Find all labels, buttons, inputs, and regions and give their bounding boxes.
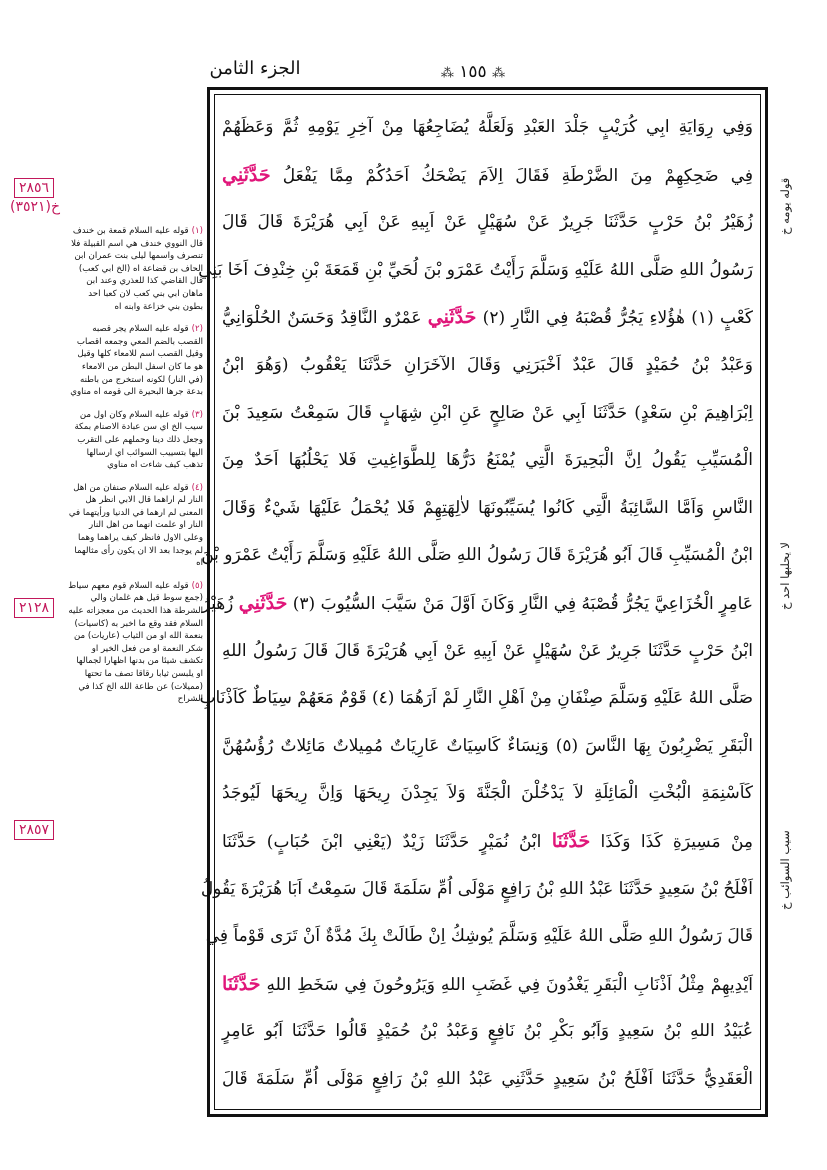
narration-keyword: حَدَّثَنِي — [427, 306, 477, 329]
text-line: صَلَّى اللهُ عَلَيْهِ وَسَلَّمَ صِنْفَانِ مِنْ اَهْلِ النَّارِ لَمْ اَرَهُمَا (٤) قَوْمٌ مَعَهُمْ سِيَاطٌ كَاَذْنَابِ — [199, 688, 753, 709]
text-line: رَسُولُ اللهِ صَلَّى اللهُ عَلَيْهِ وَسَلَّمَ رَأَيْتُ عَمْرَو بْنَ لُحَيِّ بْنِ قَمَعَةَ بْنِ خِنْدِفَ اَخَا بَنِي — [198, 259, 753, 280]
side-note-text: قوله عليه السلام صنفان من اهل النار لم اراهما قال الابي انظر هل المعنى لم ارهما في الدنيا ورأيتهما في النار او علمت انهما من اهل النار وعلى الاول فانظر كيف يراهما وهما لم يوجدا بعد الا ان يكون رأى مثالهما اه — [68, 482, 203, 569]
text-line: الْمُسَيِّبِ يَقُولُ اِنَّ الْبَحِيرَةَ الَّتِي يُمْنَعُ دَرُّهَا لِلطَّوَاغِيتِ فَلا يَحْلُبُهَا اَحَدٌ مِنَ — [222, 450, 753, 471]
hadith-ref-number: ٢١٢٨ — [14, 598, 54, 618]
side-note-text: قوله عليه السلام يجر قصبه القصب بالضم المعي وجمعه اقصاب وقيل القصب اسم للامعاء كلها وقيل هو ما كان اسفل البطن من الامعاء (في النار) لكونه استخرج من باطنه بدعة جرها البحيرة الى قومه اه مناوي — [70, 324, 203, 398]
narration-keyword: حَدَّثَنِي — [238, 591, 288, 614]
ornament-right-icon: ⁂ — [492, 66, 506, 81]
main-text — [198, 104, 753, 1104]
side-note-text: قوله عليه السلام قمعة بن خندف قال النووي خندف هي اسم القبيلة فلا تنصرف واسمها ليلى بنت عمران ابن الحاف بن قضاعة اه (الخ ابي كعب) قال القاضي كذا للعذري وعند ابن ماهان ابي بني كعب لان كعبا احد بطون بني خزاعة وابنه اه — [71, 226, 203, 312]
text-line: اَفْلَحُ بْنُ سَعِيدٍ حَدَّثَنَا عَبْدُ اللهِ بْنُ رَافِعٍ مَوْلَى اُمِّ سَلَمَةَ قَالَ سَمِعْتُ اَبَا هُرَيْرَةَ يَقُولُ — [200, 878, 753, 899]
hadith-ref-number: ٢٨٥٧ — [14, 820, 54, 840]
narration-keyword: حَدَّثَنَا — [222, 972, 261, 995]
side-notes — [68, 225, 203, 716]
hadith-ref-number: ٢٨٥٦ — [14, 178, 54, 198]
side-note — [68, 409, 203, 472]
text-line: وَعَبْدُ بْنُ حُمَيْدٍ قَالَ عَبْدٌ اَخْبَرَنِي وَقَالَ الآخَرَانِ حَدَّثَنَا يَعْقُوبُ (وَهُوَ ابْنُ — [222, 354, 753, 375]
hadith-ref-sub: خ(٣٥٢١) — [10, 199, 61, 215]
text-line: الْعَقَدِيُّ حَدَّثَنَا اَفْلَحُ بْنُ سَعِيدٍ حَدَّثَنِي عَبْدُ اللهِ بْنُ رَافِعٍ مَوْلَى اُمِّ سَلَمَةَ قَالَ — [222, 1068, 753, 1089]
side-note — [68, 225, 203, 313]
text-line: اَيْدِيهِمْ مِثْلُ اَذْنَابِ الْبَقَرِ يَغْدُونَ فِي غَضَبِ اللهِ وَيَرُوحُونَ فِي سَخَطِ اللهِ حَدَّثَنَا — [222, 972, 753, 995]
text-line: الْبَقَرِ يَضْرِبُونَ بِهَا النَّاسَ (٥) وَنِسَاءٌ كَاسِيَاتٌ عَارِيَاتٌ مُمِيلاتٌ مَائِلاتٌ رُؤُسُهُنَّ — [222, 735, 753, 756]
margin-variant-1: قوله يومه خ — [778, 177, 792, 235]
side-note-text: قوله عليه السلام وكان اول من سيب الخ اي سن عبادة الاصنام بمكة وجعل ذلك دينا وحملهم على التقرب اليها بتسييب السوائب اي ارسالها تذهب كيف شاءت اه مناوي — [74, 409, 203, 471]
text-line: مِنْ مَسِيرَةِ كَذَا وَكَذَا حَدَّثَنَا ابْنُ نُمَيْرٍ حَدَّثَنَا زَيْدٌ (يَعْنِي ابْنَ حُبَابٍ) حَدَّثَنَا — [222, 829, 753, 852]
hadith-ref-2 — [10, 598, 58, 618]
side-note-number: (٥) — [191, 580, 203, 591]
page-number-value: ١٥٥ — [459, 62, 487, 82]
margin-variant-2: لا يحلبها احد خ — [778, 542, 792, 610]
text-line: اِبْرَاهِيمَ بْنِ سَعْدٍ) حَدَّثَنَا اَبِي عَنْ صَالِحٍ عَنِ ابْنِ شِهَابٍ قَالَ سَمِعْتُ سَعِيدَ بْنَ — [222, 402, 753, 423]
text-line: فِي ضَحِكِهِمْ مِنَ الضَّرْطَةِ فَقَالَ اِلاَمَ يَضْحَكُ اَحَدُكُمْ مِمَّا يَفْعَلُ حَدَّثَنِي — [222, 163, 753, 186]
side-note-number: (٣) — [191, 409, 203, 420]
text-line: كَاَسْنِمَةِ الْبُخْتِ الْمَائِلَةِ لاَ يَدْخُلْنَ الْجَنَّةَ وَلاَ يَجِدْنَ رِيحَهَا وَاِنَّ رِيحَهَا لَيُوجَدُ — [222, 783, 753, 804]
margin-variant-3: سيب السوائب خ — [778, 830, 792, 910]
text-line: زُهَيْرُ بْنُ حَرْبٍ حَدَّثَنَا جَرِيرٌ عَنْ سُهَيْلٍ عَنْ اَبِيهِ عَنْ اَبِي هُرَيْرَةَ قَالَ قَالَ — [222, 212, 753, 233]
page-number — [428, 62, 518, 82]
side-note — [68, 482, 203, 570]
narration-keyword: حَدَّثَنَا — [551, 829, 591, 852]
side-note-number: (١) — [191, 226, 203, 236]
text-line: ابْنُ الْمُسَيِّبِ قَالَ اَبُو هُرَيْرَةَ قَالَ رَسُولُ اللهِ صَلَّى اللهُ عَلَيْهِ وَسَلَّمَ رَأَيْتُ عَمْرَو بْنَ — [201, 545, 753, 566]
side-note — [68, 580, 203, 706]
text-line: عَامِرٍ الْخُزَاعِيَّ يَجُرُّ قُصْبَهُ فِي النَّارِ وَكَانَ اَوَّلَ مَنْ سَيَّبَ السُّيُوبَ (٣) حَدَّثَنِي زُهَيْرُ — [201, 591, 753, 614]
side-note — [68, 323, 203, 399]
hadith-ref-1 — [10, 178, 61, 216]
text-line: قَالَ رَسُولُ اللهِ صَلَّى اللهُ عَلَيْهِ وَسَلَّمَ يُوشِكُ اِنْ طَالَتْ بِكَ مُدَّةٌ اَنْ تَرَى قَوْماً فِي — [205, 926, 753, 947]
volume-title: الجزء الثامن — [209, 58, 301, 79]
text-line: عُبَيْدُ اللهِ بْنُ سَعِيدٍ وَاَبُو بَكْرِ بْنُ نَافِعٍ وَعَبْدُ بْنُ حُمَيْدٍ قَالُوا حَدَّثَنَا اَبُو عَامِرٍ — [222, 1021, 753, 1042]
text-line: وَفِي رِوَايَةِ ابِي كُرَيْبٍ جَلْدَ العَبْدِ وَلَعَلَّهُ يُضَاجِعُهَا مِنْ آخِرِ يَوْمِهِ ثُمَّ وَعَظَهُمْ — [222, 117, 753, 137]
side-note-text: قوله عليه السلام قوم معهم سياط (جمع سوط قيل هم غلمان والي الشرطة هذا الحديث من معجزاته عليه السلام فقد وقع ما اخبر به (كاسيات) بنعمة الله او من الثياب (عاريات) من شكر النعمة او من فعل الخير او تكشف شيئا من بدنها اظهارا لجمالها او يلبسن ثيابا رقاقا تصف ما تحتها (مميلات) عن طاعة الله الخ كذا في الشراح — [68, 580, 203, 705]
text-line: ابْنُ حَرْبٍ حَدَّثَنَا جَرِيرٌ عَنْ سُهَيْلٍ عَنْ اَبِيهِ عَنْ اَبِي هُرَيْرَةَ قَالَ قَالَ رَسُولُ اللهِ — [222, 640, 753, 661]
ornament-left-icon: ⁂ — [440, 66, 454, 81]
text-line: كَعْبٍ (١) هٰؤُلاءِ يَجُرُّ قُصْبَهُ فِي النَّارِ (٢) حَدَّثَنِي عَمْرٌو النَّاقِدُ وَحَسَنٌ الحُلْوَانِيُّ — [222, 306, 753, 329]
text-line: النَّاسِ وَاَمَّا السَّائِبَةُ الَّتِي كَانُوا يُسَيِّبُونَهَا لاٰلِهَتِهِمْ فَلا يُحْمَلُ عَلَيْهَا شَيْءٌ وَقَالَ — [222, 497, 753, 518]
narration-keyword: حَدَّثَنِي — [222, 163, 271, 186]
hadith-ref-3 — [10, 820, 58, 840]
side-note-number: (٤) — [191, 482, 203, 493]
side-note-number: (٢) — [191, 324, 203, 335]
